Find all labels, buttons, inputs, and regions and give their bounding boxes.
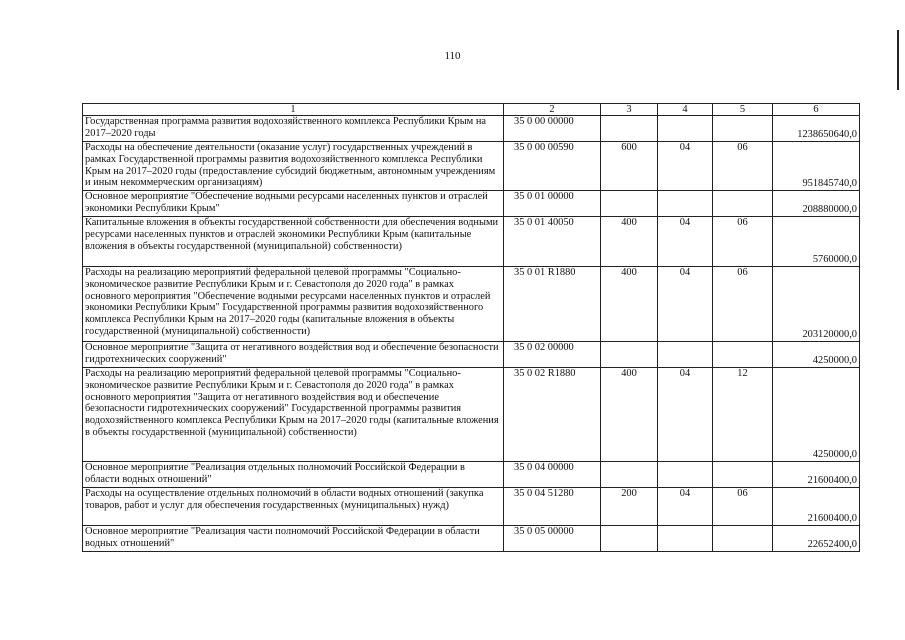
header-col-5: 5: [713, 104, 773, 116]
row-section: 04: [658, 368, 713, 462]
row-description: Расходы на осуществление отдельных полномочий в области водных отношений (закупка товаров, работ и услуг для обеспечения государственных (муниципальных) нужд): [83, 488, 504, 526]
row-amount: 21600400,0: [773, 462, 860, 488]
row-code: 35 0 05 00000: [504, 526, 601, 552]
row-subsection: [713, 342, 773, 368]
row-description: Основное мероприятие "Защита от негативного воздействия вод и обеспечение безопасности гидротехнических сооружений": [83, 342, 504, 368]
row-section: [658, 116, 713, 142]
header-col-6: 6: [773, 104, 860, 116]
row-amount: 208880000,0: [773, 191, 860, 217]
row-expense-type: 400: [601, 267, 658, 342]
row-description: Основное мероприятие "Обеспечение водными ресурсами населенных пунктов и отраслей экономики Республики Крым": [83, 191, 504, 217]
row-amount: 4250000,0: [773, 342, 860, 368]
row-code: 35 0 00 00000: [504, 116, 601, 142]
header-row: [83, 104, 860, 116]
row-amount: 951845740,0: [773, 142, 860, 191]
row-subsection: 06: [713, 142, 773, 191]
header-col-4: 4: [658, 104, 713, 116]
table-row: [83, 267, 860, 342]
row-code: 35 0 02 R1880: [504, 368, 601, 462]
row-description: Основное мероприятие "Реализация отдельных полномочий Российской Федерации в области водных отношений": [83, 462, 504, 488]
row-subsection: 06: [713, 217, 773, 267]
header-col-1: 1: [83, 104, 504, 116]
row-amount: 22652400,0: [773, 526, 860, 552]
row-code: 35 0 04 51280: [504, 488, 601, 526]
row-expense-type: 200: [601, 488, 658, 526]
row-section: 04: [658, 142, 713, 191]
table-row: [83, 462, 860, 488]
page-number: 110: [444, 50, 461, 62]
header-col-2: 2: [504, 104, 601, 116]
row-section: 04: [658, 267, 713, 342]
row-description: Расходы на реализацию мероприятий федеральной целевой программы "Социально-экономическое развитие Республики Крым и г. Севастополя до 2020 года" в рамках основного мероприятия "Обеспечение водными ресурсами населенных пунктов и отраслей экономики Республики Крым" Государственной программы развития водохозяйственного комплекса Республики Крым на 2017–2020 годы (капитальные вложения в объекты государственной (муниципальной) собственности): [83, 267, 504, 342]
row-expense-type: [601, 191, 658, 217]
row-expense-type: [601, 462, 658, 488]
budget-table: [82, 103, 860, 552]
table-row: [83, 116, 860, 142]
row-subsection: 12: [713, 368, 773, 462]
row-expense-type: 400: [601, 368, 658, 462]
row-amount: 203120000,0: [773, 267, 860, 342]
row-expense-type: [601, 116, 658, 142]
row-expense-type: [601, 342, 658, 368]
row-section: 04: [658, 488, 713, 526]
row-expense-type: 400: [601, 217, 658, 267]
row-subsection: 06: [713, 488, 773, 526]
row-amount: 4250000,0: [773, 368, 860, 462]
row-section: [658, 191, 713, 217]
header-col-3: 3: [601, 104, 658, 116]
table-row: [83, 142, 860, 191]
row-code: 35 0 01 40050: [504, 217, 601, 267]
row-subsection: 06: [713, 267, 773, 342]
row-description: Капитальные вложения в объекты государственной собственности для обеспечения водными ресурсами населенных пунктов и отраслей экономики Республики Крым (капитальные вложения в объекты государственной (муниципальной) собственности): [83, 217, 504, 267]
budget-table-body: [83, 104, 860, 552]
row-code: 35 0 01 00000: [504, 191, 601, 217]
table-row: [83, 342, 860, 368]
table-row: [83, 191, 860, 217]
row-code: 35 0 01 R1880: [504, 267, 601, 342]
row-section: 04: [658, 217, 713, 267]
row-subsection: [713, 526, 773, 552]
row-section: [658, 526, 713, 552]
row-description: Основное мероприятие "Реализация части полномочий Российской Федерации в области водных отношений": [83, 526, 504, 552]
row-subsection: [713, 462, 773, 488]
row-subsection: [713, 116, 773, 142]
table-row: [83, 488, 860, 526]
row-amount: 5760000,0: [773, 217, 860, 267]
scan-edge-mark: [897, 30, 899, 90]
row-description: Расходы на обеспечение деятельности (оказание услуг) государственных учреждений в рамках Государственной программы развития водохозяйственного комплекса Республики Крым на 2017–2020 годы (предоставление субсидий бюджетным, автономным учреждениям и иным некоммерческим организациям): [83, 142, 504, 191]
row-expense-type: [601, 526, 658, 552]
row-code: 35 0 04 00000: [504, 462, 601, 488]
row-description: Государственная программа развития водохозяйственного комплекса Республики Крым на 2017–2020 годы: [83, 116, 504, 142]
row-amount: 1238650640,0: [773, 116, 860, 142]
table-row: [83, 368, 860, 462]
row-section: [658, 462, 713, 488]
row-code: 35 0 00 00590: [504, 142, 601, 191]
table-row: [83, 217, 860, 267]
table-row: [83, 526, 860, 552]
row-expense-type: 600: [601, 142, 658, 191]
row-section: [658, 342, 713, 368]
row-description: Расходы на реализацию мероприятий федеральной целевой программы "Социально-экономическое развитие Республики Крым и г. Севастополя до 2020 года" в рамках основного мероприятия "Защита от негативного воздействия вод и обеспечение безопасности гидротехнических сооружений" Государственной программы развития водохозяйственного комплекса Республики Крым на 2017–2020 годы (капитальные вложения в объекты государственной (муниципальной) собственности): [83, 368, 504, 462]
row-code: 35 0 02 00000: [504, 342, 601, 368]
row-subsection: [713, 191, 773, 217]
row-amount: 21600400,0: [773, 488, 860, 526]
